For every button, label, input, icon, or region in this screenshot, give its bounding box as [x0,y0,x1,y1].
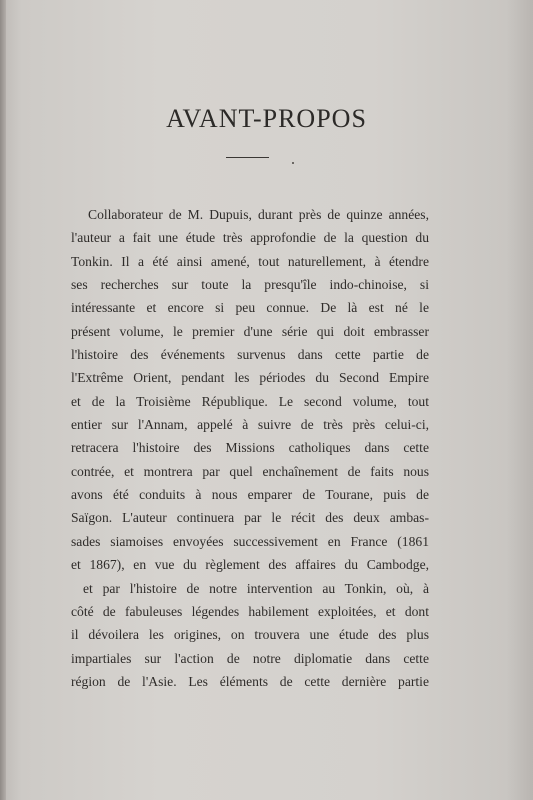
text-line: il dévoilera les origines, on trouvera une étude des plus [71,627,429,643]
text-line: impartiales sur l'action de notre diplomatie dans cette [71,650,429,666]
text-line: l'Extrême Orient, pendant les périodes du Second Empire [71,370,429,386]
text-line: région de l'Asie. Les éléments de cette dernière partie [71,673,429,689]
text-line: contrée, et montrera par quel enchaînement de faits nous [71,463,429,479]
text-line: présent volume, le premier d'une série qui doit embrasser [71,323,429,339]
text-line: ses recherches sur toute la presqu'île indo-chinoise, si [71,277,429,293]
text-line: Collaborateur de M. Dupuis, durant près de quinze années, [88,207,429,222]
text-line: Saïgon. L'auteur continuera par le récit des deux ambas- [71,510,429,526]
text-line: Tonkin. Il a été ainsi amené, tout naturellement, à étendre [71,253,429,269]
text-line: et de la Troisième République. Le second volume, tout [71,393,429,409]
text-line: l'histoire des événements survenus dans cette partie de [71,347,429,363]
text-line: sades siamoises envoyées successivement en France (1861 [71,533,429,549]
page-title: AVANT-PROPOS [166,104,367,133]
text-line: l'auteur a fait une étude très approfondie de la question du [71,230,429,246]
title-rule [226,157,269,158]
text-line: avons été conduits à nous emparer de Tourane, puis de [71,487,429,503]
text-line: et par l'histoire de notre intervention au Tonkin, où, à [83,580,429,596]
text-line: entier sur l'Annam, appelé à suivre de très près celui-ci, [71,417,429,433]
text-line: intéressante et encore si peu connue. De là est né le [71,300,429,316]
text-line: côté de fabuleuses légendes habilement exploitées, et dont [71,603,429,619]
text-line: et 1867), en vue du règlement des affaires du Cambodge, [71,557,429,573]
preface-paragraph [71,203,429,693]
text-line: retracera l'histoire des Missions catholiques dans cette [71,440,429,456]
ink-speck [292,162,294,164]
